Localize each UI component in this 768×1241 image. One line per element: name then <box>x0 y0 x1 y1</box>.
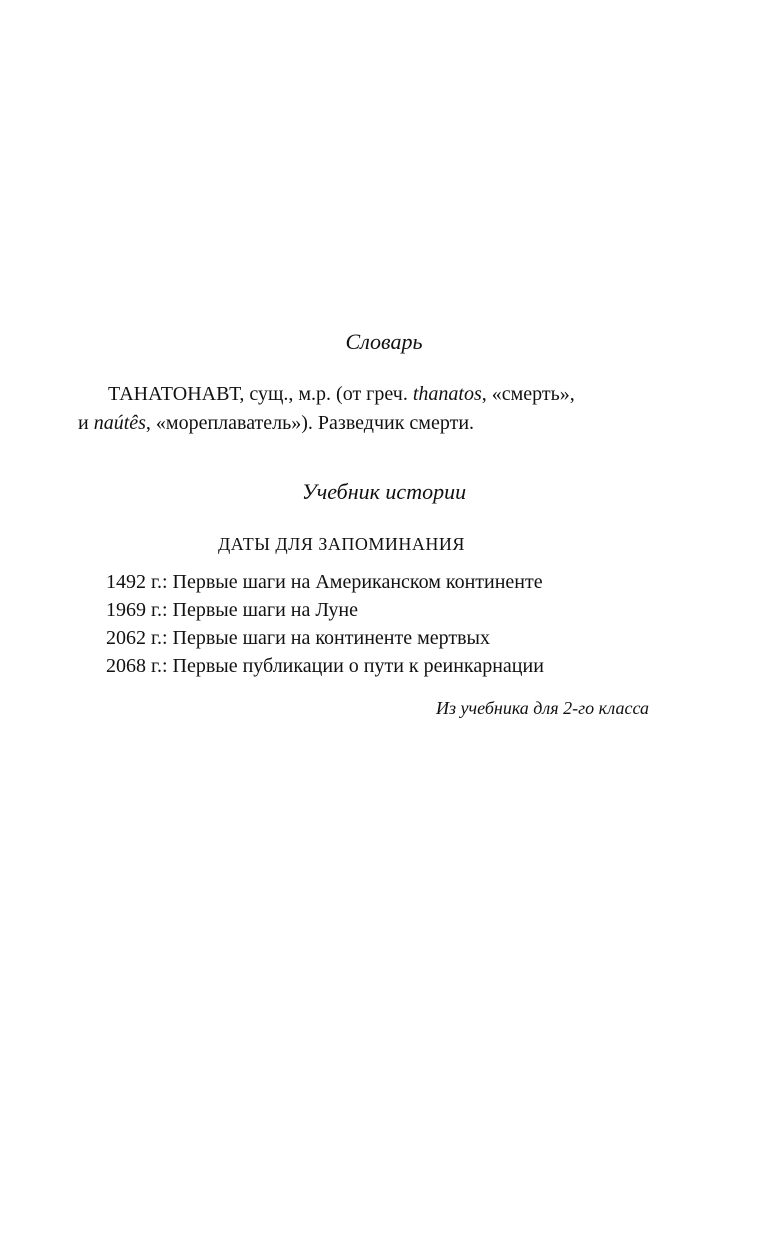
dictionary-text-part-3: и <box>78 412 94 434</box>
date-item: 1969 г.: Первые шаги на Луне <box>106 599 358 621</box>
dictionary-text-part-1: , сущ., м.р. (от греч. <box>239 383 413 405</box>
dictionary-entry <box>78 380 678 438</box>
date-item: 2062 г.: Первые шаги на континенте мертвых <box>106 627 490 649</box>
dictionary-term: ТАНАТОНАВТ <box>108 383 240 405</box>
history-heading: Учебник истории <box>301 479 467 504</box>
greek-word-thanatos: thanatos <box>412 383 482 405</box>
source-attribution: Из учебника для 2-го класса <box>435 698 649 718</box>
date-item: 1492 г.: Первые шаги на Американском континенте <box>106 571 543 593</box>
date-item: 2068 г.: Первые публикации о пути к реинкарнации <box>106 655 544 677</box>
dictionary-entry-line-2 <box>78 409 678 438</box>
dictionary-text-part-2: , «смерть», <box>481 383 575 405</box>
dictionary-entry-line-1 <box>78 380 678 409</box>
dates-list <box>106 568 544 680</box>
dictionary-text-part-4: , «мореплаватель»). Разведчик смерти. <box>145 412 475 434</box>
dates-title: ДАТЫ ДЛЯ ЗАПОМИНАНИЯ <box>218 534 465 554</box>
dictionary-heading: Словарь <box>345 329 423 354</box>
greek-word-nautes: naútês <box>93 412 146 434</box>
